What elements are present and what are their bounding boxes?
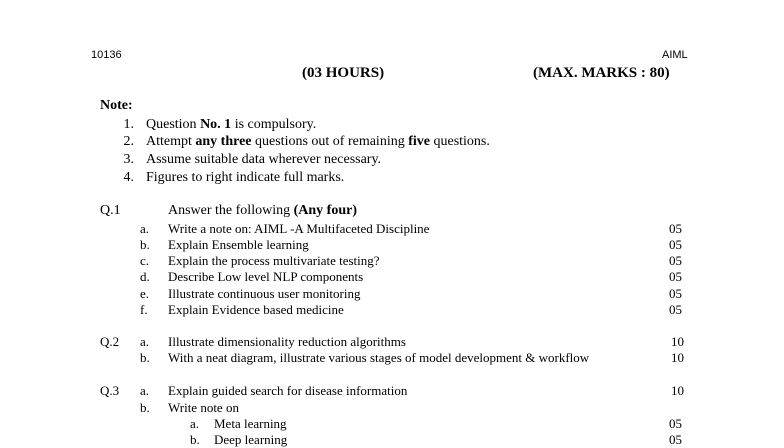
item-letter: a. (140, 221, 150, 236)
note-item-3: Assume suitable data wherever necessary. (146, 152, 382, 167)
question-label: Q.2 (100, 334, 120, 349)
item-letter: e. (140, 286, 150, 301)
question-text: With a neat diagram, illustrate various stages of model development & workflow (168, 350, 590, 365)
item-letter: b. (140, 350, 150, 365)
marks: 05 (669, 269, 682, 284)
note-item-1: Question No. 1 is compulsory. (146, 117, 317, 132)
question-label: Q.1 (100, 203, 121, 218)
max-marks: (MAX. MARKS : 80) (533, 65, 670, 81)
item-letter: a. (140, 383, 150, 398)
marks: 05 (669, 237, 682, 252)
marks: 05 (669, 416, 682, 431)
marks: 05 (669, 253, 682, 268)
question-text: Write a note on: AIML -A Multifaceted Discipline (168, 221, 430, 236)
note-item-4: Figures to right indicate full marks. (146, 170, 345, 185)
subject-code: AIML (662, 49, 688, 61)
item-letter: c. (140, 253, 150, 268)
subquestion-text: Meta learning (214, 416, 287, 431)
marks: 05 (669, 302, 682, 317)
item-letter: b. (140, 237, 150, 252)
question-text: Explain guided search for disease information (168, 383, 408, 398)
subitem-letter: a. (190, 416, 200, 431)
subitem-letter: b. (190, 432, 200, 447)
item-letter: b. (140, 400, 150, 415)
question-text: Explain Ensemble learning (168, 237, 309, 252)
marks: 10 (671, 383, 684, 398)
note-title: Note: (100, 98, 133, 113)
note-item-number: 3. (123, 152, 134, 167)
item-letter: d. (140, 269, 150, 284)
question-text: Write note on (168, 400, 239, 415)
question-intro: Answer the following (Any four) (168, 203, 357, 218)
marks: 05 (669, 432, 682, 447)
note-item-number: 1. (123, 117, 134, 132)
marks: 10 (671, 334, 684, 349)
question-text: Explain the process multivariate testing? (168, 253, 380, 268)
question-text: Illustrate continuous user monitoring (168, 286, 361, 301)
item-letter: a. (140, 334, 150, 349)
marks: 10 (671, 350, 684, 365)
note-item-number: 2. (123, 134, 134, 149)
note-item-2: Attempt any three questions out of remaining five questions. (146, 134, 490, 149)
note-item-number: 4. (123, 170, 134, 185)
item-letter: f. (140, 302, 148, 317)
exam-duration: (03 HOURS) (302, 65, 385, 81)
question-text: Describe Low level NLP components (168, 269, 364, 284)
marks: 05 (669, 221, 682, 236)
question-text: Illustrate dimensionality reduction algorithms (168, 334, 406, 349)
question-label: Q.3 (100, 383, 120, 398)
paper-code: 10136 (91, 49, 122, 61)
marks: 05 (669, 286, 682, 301)
subquestion-text: Deep learning (214, 432, 288, 447)
question-text: Explain Evidence based medicine (168, 302, 344, 317)
